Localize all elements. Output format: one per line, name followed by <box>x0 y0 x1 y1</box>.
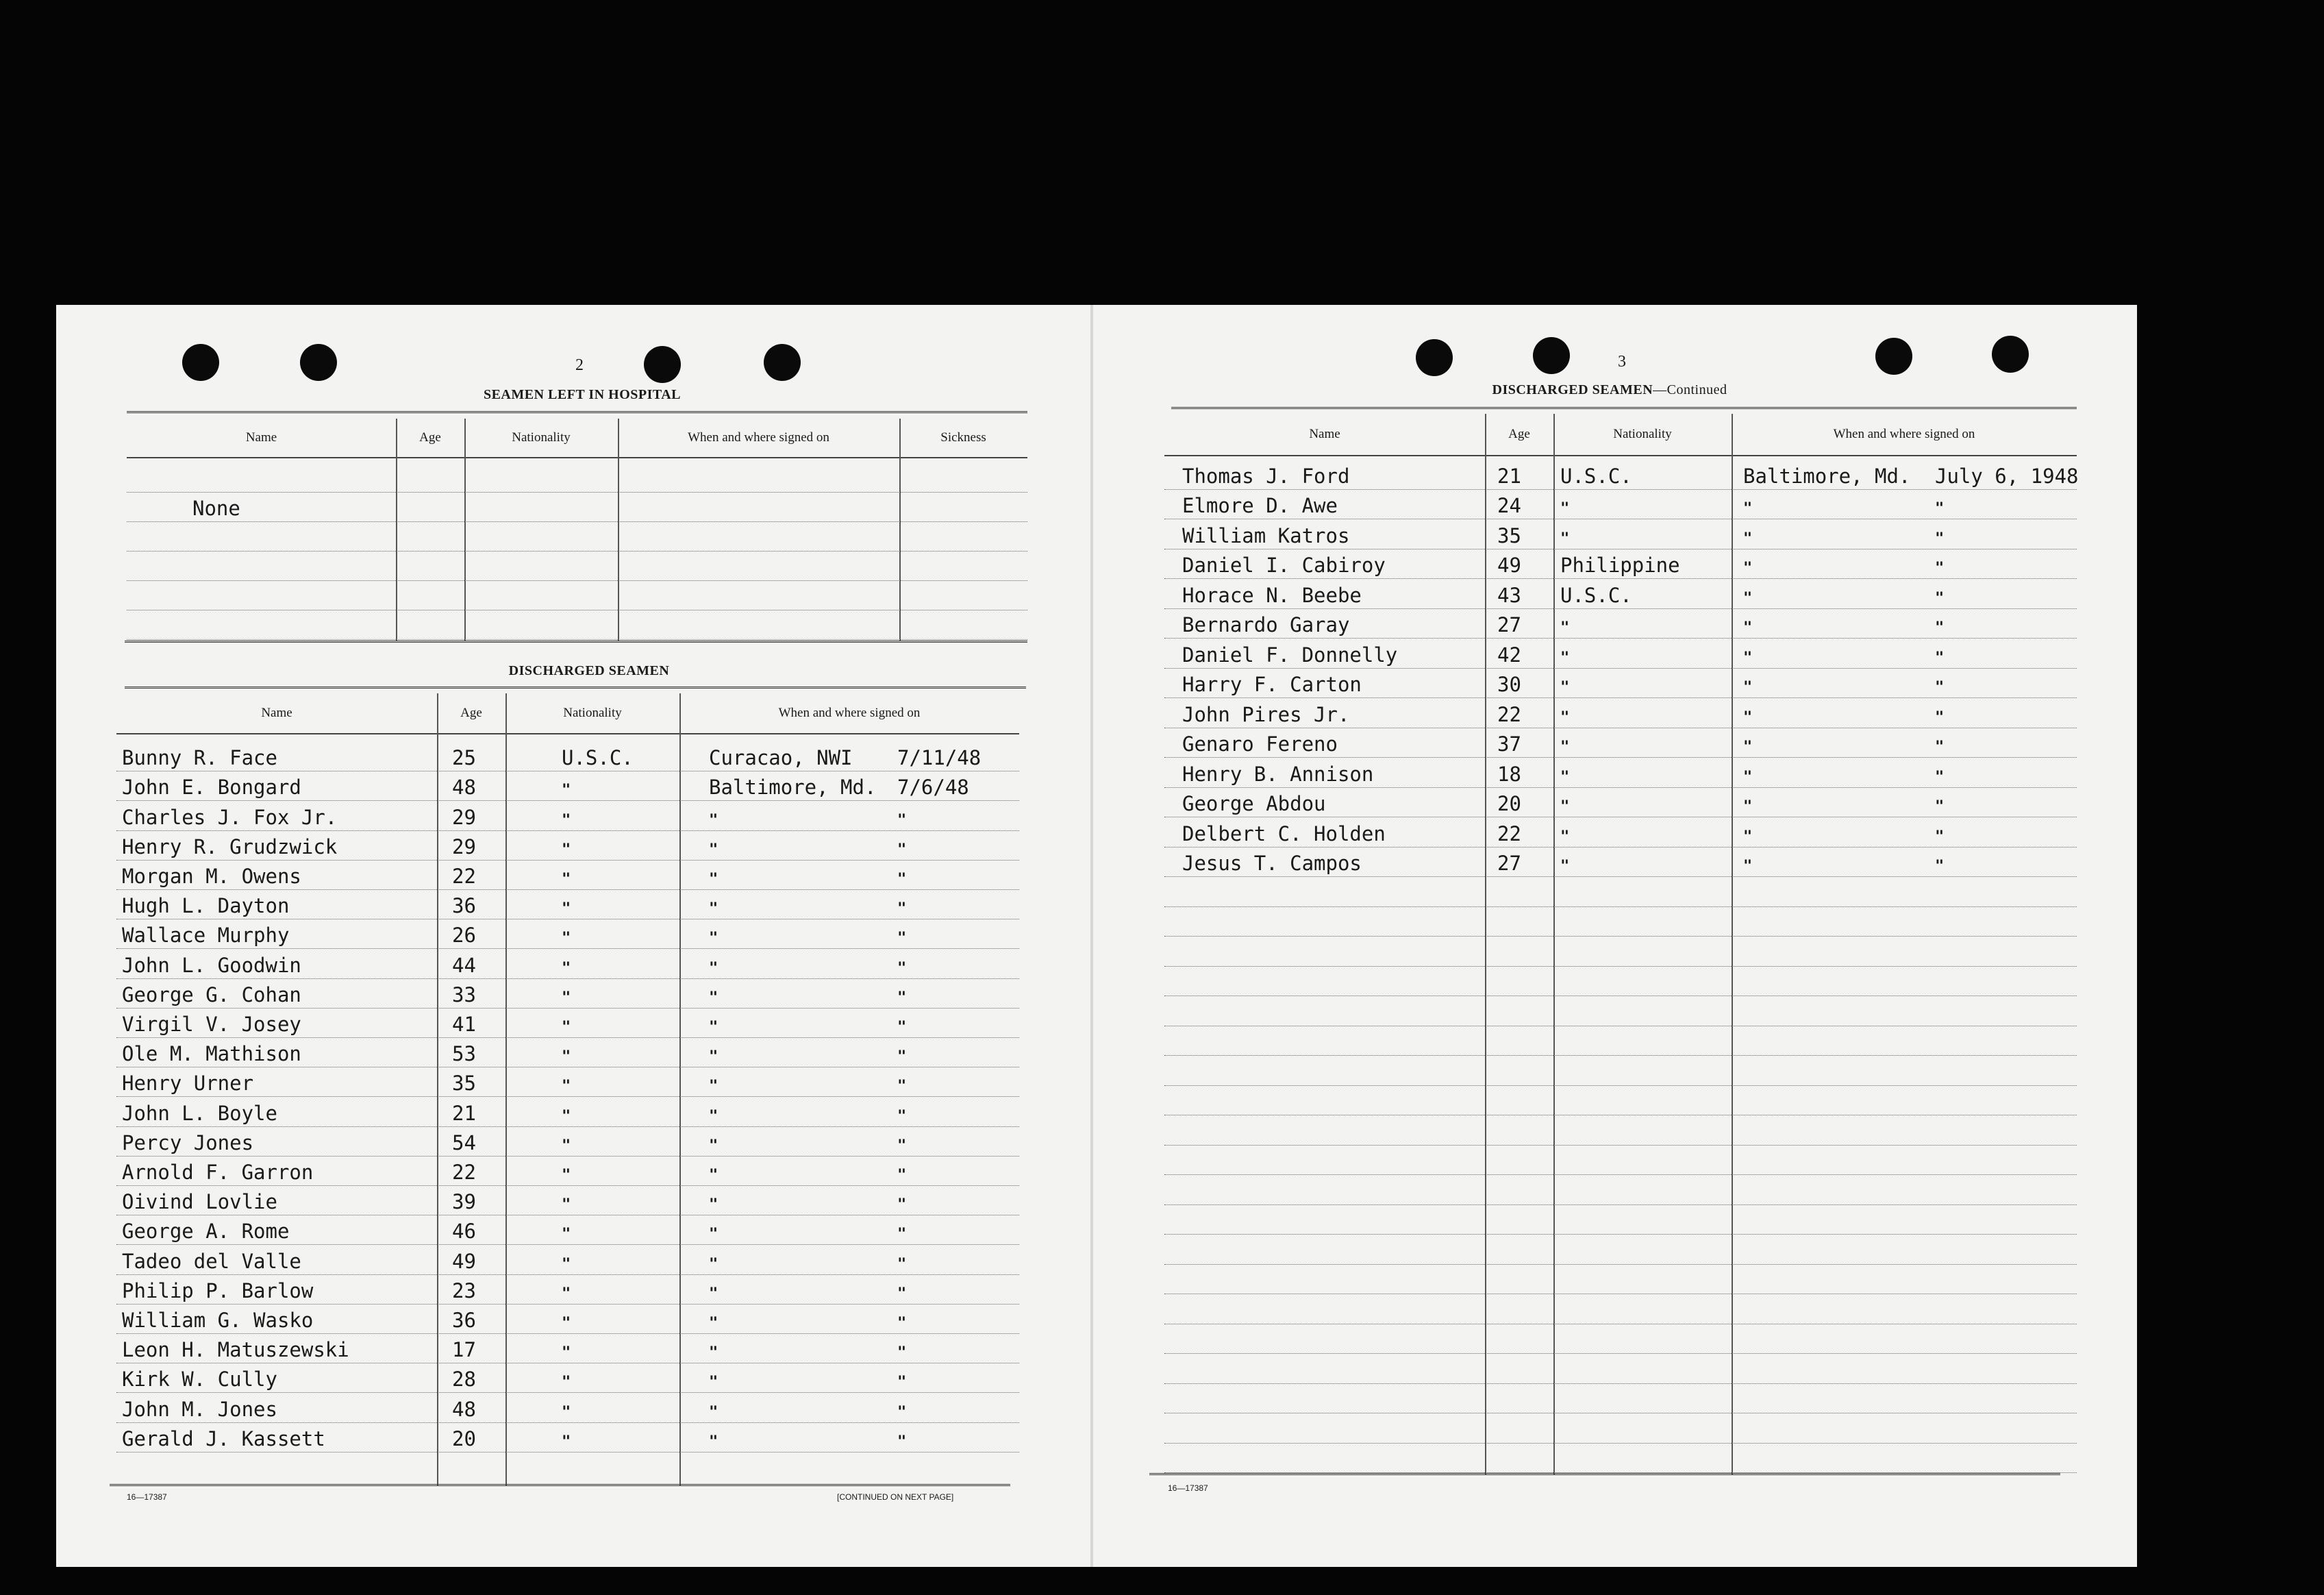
cell-nationality: " <box>562 1314 571 1332</box>
cell-signed-place: " <box>709 1048 719 1066</box>
cell-signed-date: " <box>897 841 907 858</box>
cell-name: Gerald J. Kassett <box>122 1426 325 1450</box>
cell-signed-date: " <box>897 1078 907 1096</box>
cell-nationality: " <box>562 782 571 800</box>
table-header <box>127 419 1027 458</box>
cell-nationality: " <box>562 930 571 948</box>
cell-signed-place: " <box>709 870 719 888</box>
cell-nationality: " <box>562 1433 571 1450</box>
hospital-entry-none: None <box>192 497 240 520</box>
table-row <box>116 1096 1019 1126</box>
cell-signed-date: " <box>1935 708 1945 726</box>
table-row <box>1164 728 2077 758</box>
right-bottom-rule <box>1149 1473 2060 1478</box>
table-row <box>116 1008 1019 1038</box>
table-row <box>116 889 1019 919</box>
cell-name: John Pires Jr. <box>1182 702 1350 726</box>
table-row <box>1164 1204 2077 1235</box>
hospital-table <box>127 419 1027 641</box>
table-row <box>1164 1174 2077 1205</box>
cell-nationality: " <box>562 1166 571 1184</box>
cell-signed-place: " <box>1743 739 1753 756</box>
header-nationality: Nationality <box>1613 427 1672 441</box>
cell-nationality: " <box>562 1226 571 1244</box>
table-row <box>116 860 1019 890</box>
table-row <box>1164 936 2077 967</box>
cell-age: 43 <box>1497 583 1521 607</box>
cell-age: 22 <box>1497 702 1521 726</box>
cell-age: 54 <box>452 1130 476 1154</box>
hospital-section-title: SEAMEN LEFT IN HOSPITAL <box>483 387 682 402</box>
table-row <box>1164 847 2077 878</box>
cell-signed-date: " <box>1935 560 1945 577</box>
cell-age: 29 <box>452 834 476 858</box>
cell-name: Henry R. Grudzwick <box>122 834 338 858</box>
cell-name: George Abdou <box>1182 792 1326 815</box>
cell-age: 24 <box>1497 494 1521 517</box>
cell-name: William Katros <box>1182 523 1350 547</box>
cell-nationality: " <box>562 1285 571 1302</box>
cell-signed-date: " <box>897 959 907 977</box>
cell-name: Harry F. Carton <box>1182 673 1362 696</box>
cell-signed-date: " <box>1935 739 1945 756</box>
table-row <box>116 1037 1019 1067</box>
cell-nationality: " <box>562 1344 571 1362</box>
cell-signed-place: " <box>709 1433 719 1450</box>
table-row <box>1164 1443 2077 1474</box>
table-row <box>116 1333 1019 1363</box>
cell-name: William G. Wasko <box>122 1308 314 1332</box>
cell-signed-date: " <box>897 811 907 829</box>
cell-signed-date: " <box>1935 619 1945 636</box>
cell-age: 35 <box>1497 523 1521 547</box>
discharged-bottom-rule <box>110 1484 1010 1489</box>
cell-age: 42 <box>1497 643 1521 667</box>
cell-signed-place: " <box>709 1314 719 1332</box>
table-row <box>116 948 1019 978</box>
cell-signed-date: 7/6/48 <box>897 776 969 800</box>
cell-nationality: " <box>1560 649 1570 667</box>
cell-signed-place: " <box>709 1078 719 1096</box>
header-sickness: Sickness <box>940 430 986 445</box>
cell-age: 44 <box>452 953 476 977</box>
table-row <box>1164 757 2077 788</box>
table-row <box>127 492 1027 522</box>
table-header <box>116 693 1019 734</box>
table-row <box>116 1215 1019 1245</box>
cell-nationality: " <box>562 1107 571 1125</box>
cell-signed-date: " <box>897 1374 907 1392</box>
cell-name: Bernardo Garay <box>1182 613 1350 636</box>
table-row <box>1164 966 2077 997</box>
right-title-main: DISCHARGED SEAMEN <box>1492 382 1653 397</box>
cell-signed-place: " <box>1743 679 1753 696</box>
table-row <box>116 1422 1019 1452</box>
cell-age: 48 <box>452 1397 476 1421</box>
cell-signed-date: " <box>897 1166 907 1184</box>
cell-signed-place: " <box>709 1403 719 1421</box>
cell-signed-place: " <box>709 1196 719 1214</box>
cell-nationality: " <box>562 1255 571 1273</box>
table-row <box>116 771 1019 801</box>
header-nationality: Nationality <box>563 706 622 720</box>
table-row <box>116 1185 1019 1215</box>
cell-signed-place: " <box>1743 589 1753 607</box>
cell-age: 22 <box>452 864 476 888</box>
cell-name: Hugh L. Dayton <box>122 894 290 918</box>
punch-hole <box>300 344 337 381</box>
table-row <box>116 1304 1019 1334</box>
table-row <box>1164 697 2077 728</box>
cell-nationality: U.S.C. <box>562 746 634 770</box>
cell-signed-date: " <box>1935 768 1945 786</box>
table-header <box>1164 414 2077 456</box>
table-row <box>1164 519 2077 549</box>
cell-signed-date: " <box>1935 858 1945 875</box>
cell-name: Daniel I. Cabiroy <box>1182 554 1386 577</box>
cell-signed-place: Baltimore, Md. <box>1743 464 1911 488</box>
cell-age: 22 <box>452 1160 476 1184</box>
header-age: Age <box>1508 427 1530 441</box>
header-when-and-where-signed-on: When and where signed on <box>778 706 921 720</box>
table-row <box>116 1156 1019 1186</box>
table-row <box>1164 787 2077 818</box>
cell-nationality: " <box>1560 500 1570 517</box>
table-row <box>1164 1234 2077 1265</box>
table-row <box>1164 1026 2077 1056</box>
cell-name: Bunny R. Face <box>122 746 277 770</box>
cell-name: Jesus T. Campos <box>1182 852 1362 875</box>
table-row <box>127 551 1027 581</box>
cell-name: Henry B. Annison <box>1182 762 1374 786</box>
cell-name: Percy Jones <box>122 1130 254 1154</box>
header-name: Name <box>245 430 277 445</box>
discharged-section-title: DISCHARGED SEAMEN <box>508 663 670 678</box>
cell-name: Elmore D. Awe <box>1182 494 1338 517</box>
punch-hole <box>182 344 219 381</box>
table-row <box>1164 1085 2077 1116</box>
cell-nationality: " <box>562 1196 571 1214</box>
cell-nationality: " <box>562 1137 571 1154</box>
cell-signed-date: " <box>1935 679 1945 696</box>
cell-signed-place: " <box>709 930 719 948</box>
cell-nationality: " <box>1560 739 1570 756</box>
cell-name: Henry Urner <box>122 1072 254 1096</box>
form-number-left: 16—17387 <box>127 1492 167 1502</box>
cell-nationality: " <box>1560 768 1570 786</box>
cell-signed-place: " <box>709 1285 719 1302</box>
cell-age: 35 <box>452 1072 476 1096</box>
table-row <box>1164 1324 2077 1355</box>
cell-nationality: Philippine <box>1560 554 1680 577</box>
continued-note: [CONTINUED ON NEXT PAGE] <box>837 1492 954 1502</box>
discharged-table <box>116 693 1019 1485</box>
cell-age: 39 <box>452 1190 476 1214</box>
cell-signed-place: " <box>1743 828 1753 845</box>
cell-signed-place: " <box>1743 798 1753 815</box>
cell-signed-date: " <box>897 1226 907 1244</box>
table-row <box>1164 549 2077 580</box>
cell-age: 37 <box>1497 732 1521 756</box>
cell-nationality: " <box>562 900 571 918</box>
table-row <box>1164 608 2077 639</box>
cell-age: 41 <box>452 1012 476 1036</box>
cell-signed-date: " <box>897 900 907 918</box>
table-row <box>116 1126 1019 1157</box>
table-row <box>1164 817 2077 848</box>
table-row <box>116 1067 1019 1097</box>
cell-age: 30 <box>1497 673 1521 696</box>
cell-name: George G. Cohan <box>122 982 301 1006</box>
cell-nationality: " <box>562 989 571 1006</box>
cell-age: 23 <box>452 1278 476 1302</box>
cell-signed-date: " <box>897 1107 907 1125</box>
header-name: Name <box>1309 427 1340 441</box>
cell-signed-date: " <box>897 1344 907 1362</box>
punch-hole <box>1416 339 1453 376</box>
cell-name: Wallace Murphy <box>122 924 290 948</box>
cell-age: 21 <box>452 1101 476 1125</box>
cell-name: Kirk W. Cully <box>122 1368 277 1392</box>
cell-age: 28 <box>452 1368 476 1392</box>
cell-nationality: U.S.C. <box>1560 464 1632 488</box>
cell-name: Oivind Lovlie <box>122 1190 277 1214</box>
cell-nationality: " <box>562 959 571 977</box>
page-number-left: 2 <box>575 356 584 374</box>
cell-nationality: " <box>562 1048 571 1066</box>
table-row <box>1164 1294 2077 1324</box>
cell-signed-place: " <box>1743 619 1753 636</box>
cell-signed-place: Curacao, NWI <box>709 746 853 770</box>
cell-name: Delbert C. Holden <box>1182 821 1386 845</box>
cell-age: 25 <box>452 746 476 770</box>
cell-signed-place: " <box>709 989 719 1006</box>
table-row <box>1164 1353 2077 1384</box>
cell-name: Daniel F. Donnelly <box>1182 643 1398 667</box>
punch-hole <box>644 346 681 383</box>
cell-signed-place: " <box>1743 560 1753 577</box>
cell-signed-place: " <box>709 811 719 829</box>
discharged-top-rule <box>125 687 1026 691</box>
cell-name: Genaro Fereno <box>1182 732 1338 756</box>
cell-signed-date: " <box>1935 530 1945 547</box>
table-row <box>116 1244 1019 1274</box>
cell-age: 21 <box>1497 464 1521 488</box>
cell-age: 27 <box>1497 852 1521 875</box>
table-row <box>1164 638 2077 669</box>
header-nationality: Nationality <box>512 430 571 445</box>
cell-signed-date: " <box>897 1433 907 1450</box>
table-row <box>1164 996 2077 1026</box>
cell-signed-place: " <box>1743 768 1753 786</box>
cell-signed-date: " <box>1935 589 1945 607</box>
cell-age: 22 <box>1497 821 1521 845</box>
table-row <box>116 1363 1019 1393</box>
cell-signed-date: " <box>897 1255 907 1273</box>
cell-name: John E. Bongard <box>122 776 301 800</box>
table-row <box>1164 1055 2077 1086</box>
cell-signed-place: " <box>709 1255 719 1273</box>
cell-signed-place: " <box>1743 649 1753 667</box>
table-row <box>1164 1115 2077 1146</box>
table-row <box>1164 1383 2077 1414</box>
right-title-suffix: —Continued <box>1653 382 1727 397</box>
table-row <box>127 462 1027 493</box>
cell-signed-date: " <box>1935 798 1945 815</box>
cell-age: 46 <box>452 1220 476 1244</box>
page-fold <box>1090 305 1093 1567</box>
cell-signed-place: " <box>709 900 719 918</box>
cell-name: Leon H. Matuszewski <box>122 1338 349 1362</box>
cell-age: 36 <box>452 894 476 918</box>
cell-nationality: " <box>562 1018 571 1036</box>
table-row <box>116 741 1019 771</box>
right-section-title <box>1432 382 1788 398</box>
table-row <box>1164 876 2077 907</box>
cell-nationality: " <box>562 811 571 829</box>
page-number-right: 3 <box>1618 353 1626 371</box>
header-when-and-where-signed-on: When and where signed on <box>1833 427 1975 441</box>
cell-name: Thomas J. Ford <box>1182 464 1350 488</box>
hospital-bottom-rule <box>125 641 1027 645</box>
cell-age: 49 <box>1497 554 1521 577</box>
cell-signed-date: " <box>897 1048 907 1066</box>
cell-signed-place: " <box>1743 500 1753 517</box>
cell-signed-place: Baltimore, Md. <box>709 776 877 800</box>
cell-age: 18 <box>1497 762 1521 786</box>
cell-age: 17 <box>452 1338 476 1362</box>
cell-signed-place: " <box>1743 708 1753 726</box>
table-row <box>1164 1264 2077 1295</box>
hospital-top-rule <box>127 411 1027 416</box>
cell-signed-date: " <box>1935 649 1945 667</box>
right-top-rule <box>1171 407 2077 412</box>
cell-nationality: " <box>562 1374 571 1392</box>
table-row <box>1164 459 2077 490</box>
header-age: Age <box>460 706 482 720</box>
cell-signed-place: " <box>1743 858 1753 875</box>
cell-nationality: " <box>1560 530 1570 547</box>
cell-nationality: " <box>1560 619 1570 636</box>
punch-hole <box>1533 337 1570 374</box>
cell-age: 33 <box>452 982 476 1006</box>
cell-nationality: U.S.C. <box>1560 583 1632 607</box>
cell-signed-place: " <box>709 1344 719 1362</box>
cell-name: Tadeo del Valle <box>122 1249 301 1273</box>
cell-signed-date: " <box>897 1137 907 1154</box>
table-row <box>116 830 1019 861</box>
cell-signed-date: " <box>897 1403 907 1421</box>
header-when-and-where-signed-on: When and where signed on <box>688 430 829 445</box>
cell-signed-date: " <box>1935 828 1945 845</box>
table-row <box>1164 578 2077 609</box>
cell-name: George A. Rome <box>122 1220 290 1244</box>
table-row <box>1164 1413 2077 1444</box>
punch-hole <box>764 344 801 381</box>
cell-age: 49 <box>452 1249 476 1273</box>
cell-age: 29 <box>452 805 476 829</box>
cell-nationality: " <box>1560 828 1570 845</box>
cell-nationality: " <box>562 841 571 858</box>
cell-name: John L. Goodwin <box>122 953 301 977</box>
cell-age: 20 <box>1497 792 1521 815</box>
cell-age: 48 <box>452 776 476 800</box>
cell-age: 53 <box>452 1042 476 1066</box>
cell-signed-date: " <box>897 870 907 888</box>
cell-nationality: " <box>1560 858 1570 875</box>
cell-signed-place: " <box>709 1374 719 1392</box>
table-row <box>1164 668 2077 699</box>
cell-nationality: " <box>1560 798 1570 815</box>
table-row <box>127 610 1027 640</box>
cell-nationality: " <box>562 1078 571 1096</box>
cell-name: Philip P. Barlow <box>122 1278 314 1302</box>
table-row <box>1164 906 2077 937</box>
cell-signed-place: " <box>709 841 719 858</box>
cell-name: John L. Boyle <box>122 1101 277 1125</box>
cell-signed-date: 7/11/48 <box>897 746 982 770</box>
cell-signed-date: " <box>897 930 907 948</box>
cell-nationality: " <box>1560 679 1570 696</box>
table-row <box>116 1274 1019 1305</box>
cell-signed-date: " <box>897 989 907 1006</box>
cell-signed-date: July 6, 1948 <box>1935 464 2079 488</box>
punch-hole <box>1875 338 1912 375</box>
form-number-right: 16—17387 <box>1168 1483 1208 1493</box>
cell-nationality: " <box>562 870 571 888</box>
cell-name: Arnold F. Garron <box>122 1160 314 1184</box>
cell-signed-place: " <box>709 1137 719 1154</box>
cell-age: 26 <box>452 924 476 948</box>
cell-name: John M. Jones <box>122 1397 277 1421</box>
cell-signed-place: " <box>709 1018 719 1036</box>
cell-signed-place: " <box>709 959 719 977</box>
cell-signed-place: " <box>709 1226 719 1244</box>
table-row <box>1164 489 2077 520</box>
table-row <box>1164 1145 2077 1176</box>
table-row <box>127 521 1027 552</box>
table-row <box>116 919 1019 949</box>
cell-name: Virgil V. Josey <box>122 1012 301 1036</box>
cell-signed-date: " <box>1935 500 1945 517</box>
cell-signed-place: " <box>709 1107 719 1125</box>
table-row <box>127 580 1027 610</box>
table-row <box>116 800 1019 830</box>
punch-hole <box>1992 336 2029 373</box>
cell-signed-place: " <box>709 1166 719 1184</box>
cell-signed-date: " <box>897 1285 907 1302</box>
cell-signed-place: " <box>1743 530 1753 547</box>
cell-age: 27 <box>1497 613 1521 636</box>
cell-nationality: " <box>562 1403 571 1421</box>
cell-name: Horace N. Beebe <box>1182 583 1362 607</box>
cell-age: 20 <box>452 1426 476 1450</box>
cell-signed-date: " <box>897 1018 907 1036</box>
cell-name: Charles J. Fox Jr. <box>122 805 338 829</box>
cell-nationality: " <box>1560 708 1570 726</box>
table-row <box>116 978 1019 1009</box>
header-name: Name <box>261 706 292 720</box>
cell-signed-date: " <box>897 1196 907 1214</box>
header-age: Age <box>419 430 441 445</box>
table-row <box>116 1392 1019 1422</box>
cell-name: Morgan M. Owens <box>122 864 301 888</box>
cell-age: 36 <box>452 1308 476 1332</box>
cell-signed-date: " <box>897 1314 907 1332</box>
discharged-continued-table <box>1164 414 2077 1474</box>
cell-name: Ole M. Mathison <box>122 1042 301 1066</box>
